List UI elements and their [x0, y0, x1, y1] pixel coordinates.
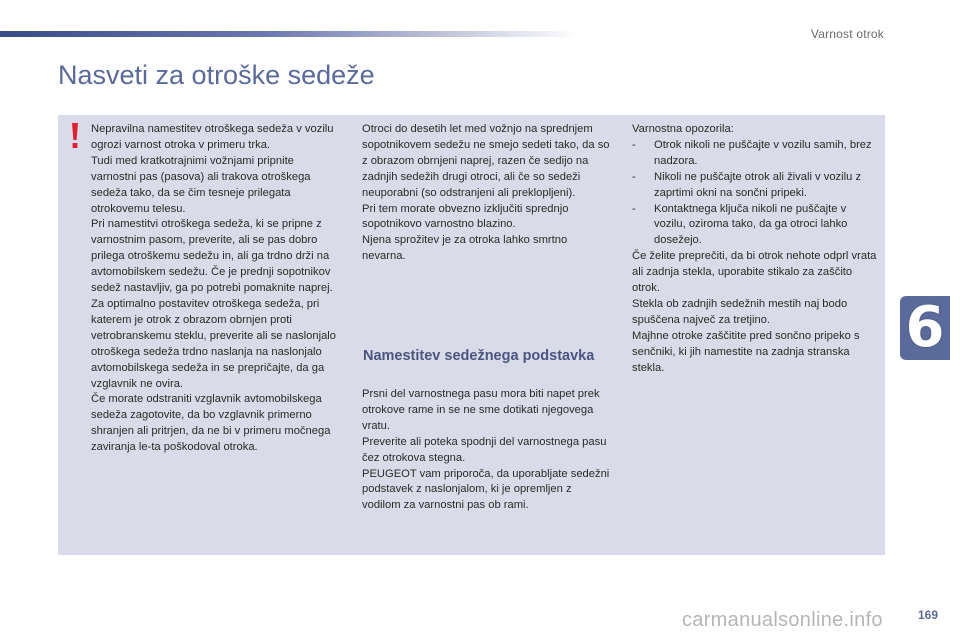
watermark-text: carmanualsonline.info [682, 609, 883, 631]
paragraph: Njena sprožitev je za otroka lahko smrtno nevarna. [362, 234, 568, 263]
list-item-text: Otrok nikoli ne puščajte v vozilu samih, brez nadzora. [654, 138, 872, 167]
column-safety-warnings [632, 122, 880, 377]
paragraph: Majhne otroke zaščitite pred sončno pripeko s senčniki, ki jih namestite na zadnja stranska stekla. [632, 329, 860, 374]
page-title: Nasveti za otroške sedeže [58, 60, 375, 90]
paragraph: Prsni del varnostnega pasu mora biti napet prek otrokove rame in se ne sme dotikati njegovega vratu. [362, 388, 600, 432]
paragraph: Pri tem morate obvezno izključiti sprednjo sopotnikovo varnostno blazino. [362, 202, 569, 231]
booster-seat-heading: Namestitev sedežnega podstavka [363, 348, 595, 364]
list-item [632, 170, 880, 202]
paragraph: Preverite ali poteka spodnji del varnostnega pasu čez otrokova stegna. [362, 435, 607, 464]
list-item [632, 202, 880, 250]
column-booster-seat-text [362, 387, 612, 514]
paragraph: Če morate odstraniti vzglavnik avtomobilskega sedeža zagotovite, da bo vzglavnik primerno shranjen ali pritrjen, da ne bi v primeru močnega zaviranja le-ta poškodoval otroka. [91, 393, 331, 454]
paragraph: Pri namestitvi otroškega sedeža, ki se pripne z varnostnim pasom, preverite, ali se pas dobro prilega otroškemu sedežu in, ali ga trdno drži na avtomobilskem sedežu. Če je prednji sopotnikov sedež nastavljiv, ga po potrebi pomaknite naprej. [91, 218, 333, 295]
safety-intro: Varnostna opozorila: [632, 123, 734, 135]
chapter-number: 6 [905, 295, 945, 360]
list-dash: - [632, 202, 636, 215]
paragraph: Za optimalno postavitev otroškega sedeža, pri katerem je otrok z obrazom obrnjen proti vetrobranskemu steklu, preverite ali se naslonjalo otroškega sedeža trdno naslanja na naslonjalo avtomobilskega sedeža in se prepričajte, da ga vzglavnik ne ovira. [91, 297, 337, 390]
exclamation-warning-icon [68, 122, 82, 150]
paragraph: Stekla ob zadnjih sedežnih mestih naj bodo spuščena največ za tretjino. [632, 297, 848, 326]
list-item-text: Nikoli ne puščajte otrok ali živali v vozilu z zaprtimi okni na sončni pripeki. [654, 170, 862, 199]
section-title: Varnost otrok [810, 27, 884, 41]
header-gradient-bar [0, 31, 580, 37]
paragraph: Nepravilna namestitev otroškega sedeža v vozilu ogrozi varnost otroka v primeru trka. [91, 123, 334, 151]
paragraph: Otroci do desetih let med vožnjo na sprednjem sopotnikovem sedežu ne smejo sedeti tako, da so z obrazom obrnjeni naprej, razen če sedijo na zadnjih sedežih drugi otroci, ali če so sedeži neuporabni (so odstranjeni ali preklopljeni). [362, 123, 610, 199]
paragraph: Tudi med kratkotrajnimi vožnjami pripnite varnostni pas (pasova) ali trakova otroškega sedeža tako, da se čim tesneje prilegata otrokovemu telesu. [91, 154, 311, 215]
list-dash: - [632, 138, 636, 151]
column-warning-text [91, 122, 341, 456]
list-item-text: Kontaktnega ključa nikoli ne puščajte v vozilu, oziroma tako, da ga otroci lahko dosežejo. [654, 202, 848, 247]
paragraph: PEUGEOT vam priporoča, da uporabljate sedežni podstavek z naslonjalom, ki je opremljen z vodilom za varnostni pas ob rami. [362, 467, 610, 512]
list-item [632, 138, 880, 170]
column-front-seat-text [362, 122, 612, 265]
paragraph: Če želite preprečiti, da bi otrok nehote odprl vrata ali zadnja stekla, uporabite stikalo za zaščito otrok. [632, 250, 877, 295]
chapter-number-tab [900, 296, 950, 360]
page-number: 169 [917, 608, 938, 622]
list-dash: - [632, 170, 636, 183]
